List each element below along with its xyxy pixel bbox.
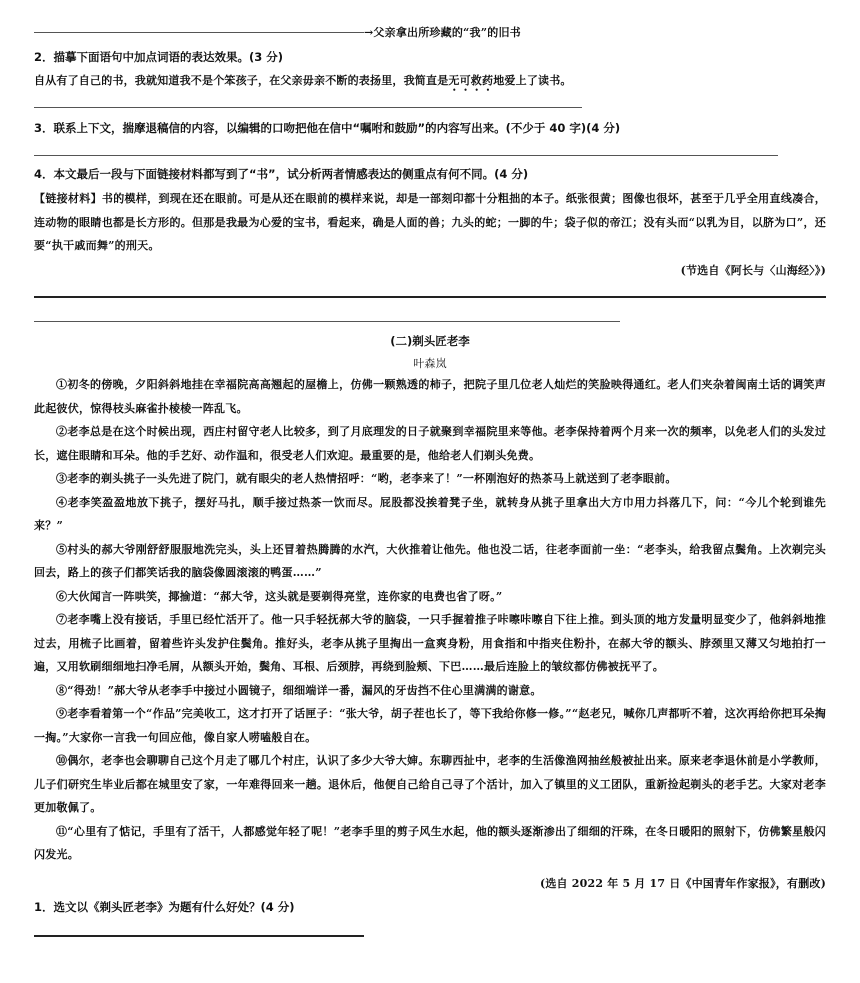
material-label: 【链接材料】 [34, 192, 102, 205]
answer-line-bold [34, 296, 826, 298]
paragraph-3: ③老李的剃头挑子一头先进了院门，就有眼尖的老人热情招呼：“哟，老李来了！”一杯刚泡好的热茶马上就送到了老李眼前。 [56, 472, 677, 485]
story-author: 叶森岚 [413, 357, 447, 370]
material-text: 书的模样，到现在还在眼前。可是从还在眼前的模样来说，却是一部刻印都十分粗拙的本子。纸张很黄；图像也很坏，甚至于几乎全用直线凑合，连动物的眼睛也都是长方形的。但那是我最为心爱的宝书，看起来，确是人面的兽；九头的蛇；一脚的牛；袋子似的帝江；没有头而“以乳为目，以脐为口”，还要“执干戚而舞”的刑天。 [34, 192, 827, 252]
answer-line [34, 107, 582, 108]
question-4-prompt: 4．本文最后一段与下面链接材料都写到了“书”，试分析两者情感表达的侧重点有何不同。(4 分) [34, 167, 529, 181]
paragraph-5: ⑤村头的郝大爷刚舒舒服服地洗完头，头上还冒着热腾腾的水汽，大伙推着让他先。他也没二话，往老李面前一坐：“老李头，给我留点鬓角。上次剃完头回去，路上的孩子们都笑话我的脑袋像圆滚滚的鸭蛋……” [34, 542, 826, 579]
question-2-prompt: 2．描摹下面语句中加点词语的表达效果。(3 分) [34, 50, 284, 64]
paragraph-11: ⑪“心里有了惦记，手里有了活干，人都感觉年轻了呢！”老李手里的剪子风生水起，他的额头逐渐渗出了细细的汗珠，在冬日暖阳的照射下，仿佛繁星般闪闪发光。 [34, 824, 826, 861]
story-question-1-prompt: 1．选文以《剃头匠老李》为题有什么好处？(4 分) [34, 900, 295, 914]
paragraph-6: ⑥大伙闻言一阵哄笑，揶揄道：“郝大爷，这头就是要剃得亮堂，连你家的电费也省了呀。” [56, 589, 503, 603]
answer-line [34, 32, 364, 33]
paragraph-7: ⑦老李嘴上没有接话，手里已经忙活开了。他一只手轻抚郝大爷的脑袋，一只手握着推子咔嚓咔嚓自下往上推。到头顶的地方发量明显变少了，他斜斜地推过去，用梳子比画着，留着些许头发护住鬓角。推好头，老李从挑子里掏出一盒爽身粉，用食指和中指夹住粉扑，在郝大爷的额头、脖颈里又薄又匀地拍打一遍，又用软刷细细地扫净毛屑，从额头开始，鬓角、耳根、后颈脖，再绕到脸颊、下巴……最后连脸上的皱纹都仿佛被抚平了。 [34, 613, 826, 673]
question-2-sentence [34, 72, 572, 94]
paragraph-4: ④老李笑盈盈地放下挑子，摆好马扎，顺手接过热茶一饮而尽。屁股都没挨着凳子坐，就转身从挑子里拿出大方巾用力抖落几下，问：“今儿个轮到谁先来？” [34, 495, 826, 532]
link-material [34, 187, 826, 258]
paragraph-8: ⑧“得劲！”郝大爷从老李手中接过小圆镜子，细细端详一番，漏风的牙齿挡不住心里满满的谢意。 [56, 683, 542, 697]
answer-line [34, 155, 778, 156]
arrow-answer-text: →父亲拿出所珍藏的“我”的旧书 [364, 26, 521, 39]
question-3-prompt: 3．联系上下文，揣摩退稿信的内容，以编辑的口吻把他在信中“嘱咐和鼓励”的内容写出来。(不少于 40 字)(4 分) [34, 121, 621, 135]
sentence-before: 自从有了自己的书，我就知道我不是个笨孩子，在父亲毋亲不断的表扬里，我简直是 [34, 74, 449, 87]
story-source: (选自 2022 年 5 月 17 日《中国青年作家报》，有删改) [539, 877, 826, 890]
material-source: (节选自《阿长与〈山海经〉》) [680, 264, 826, 277]
story-body [34, 373, 826, 867]
paragraph-2: ②老李总是在这个时候出现，西庄村留守老人比较多，到了月底理发的日子就聚到幸福院里来等他。老李保持着两个月来一次的频率，以免老人们的头发过长，遮住眼睛和耳朵。他的手艺好、动作温和，很受老人们欢迎。最重要的是，他给老人们剃头免费。 [34, 425, 826, 462]
paragraph-1: ①初冬的傍晚，夕阳斜斜地挂在幸福院高高翘起的屋檐上，仿佛一颗熟透的柿子，把院子里几位老人灿烂的笑脸映得通红。老人们夹杂着闽南土话的调笑声此起彼伏，惊得枝头麻雀扑棱棱一阵乱飞。 [34, 378, 826, 415]
answer-line [34, 321, 620, 322]
dotted-phrase: 无可救药 [448, 74, 494, 87]
paragraph-10: ⑩偶尔，老李也会聊聊自己这个月走了哪几个村庄，认识了多少大爷大婶。东聊西扯中，老李的生活像渔网抽丝般被扯出来。原来老李退休前是小学教师，儿子们研究生毕业后都在城里安了家，一年难得回来一趟。退休后，他便自己给自己寻了个活计，加入了镇里的义工团队，重新捡起剃头的老手艺。大家对老李更加敬佩了。 [34, 754, 826, 814]
answer-line-bold [34, 935, 364, 937]
sentence-after: 地爱上了读书。 [493, 74, 572, 87]
story-title: (二)剃头匠老李 [390, 334, 470, 348]
paragraph-9: ⑨老李看着第一个“作品”完美收工，这才打开了话匣子：“张大爷，胡子茬也长了，等下我给你修一修。”“赵老兄，喊你几声都听不着，这次再给你把耳朵掏一掏。”大家你一言我一句回应他，像自家人唠嗑般自在。 [34, 707, 826, 744]
